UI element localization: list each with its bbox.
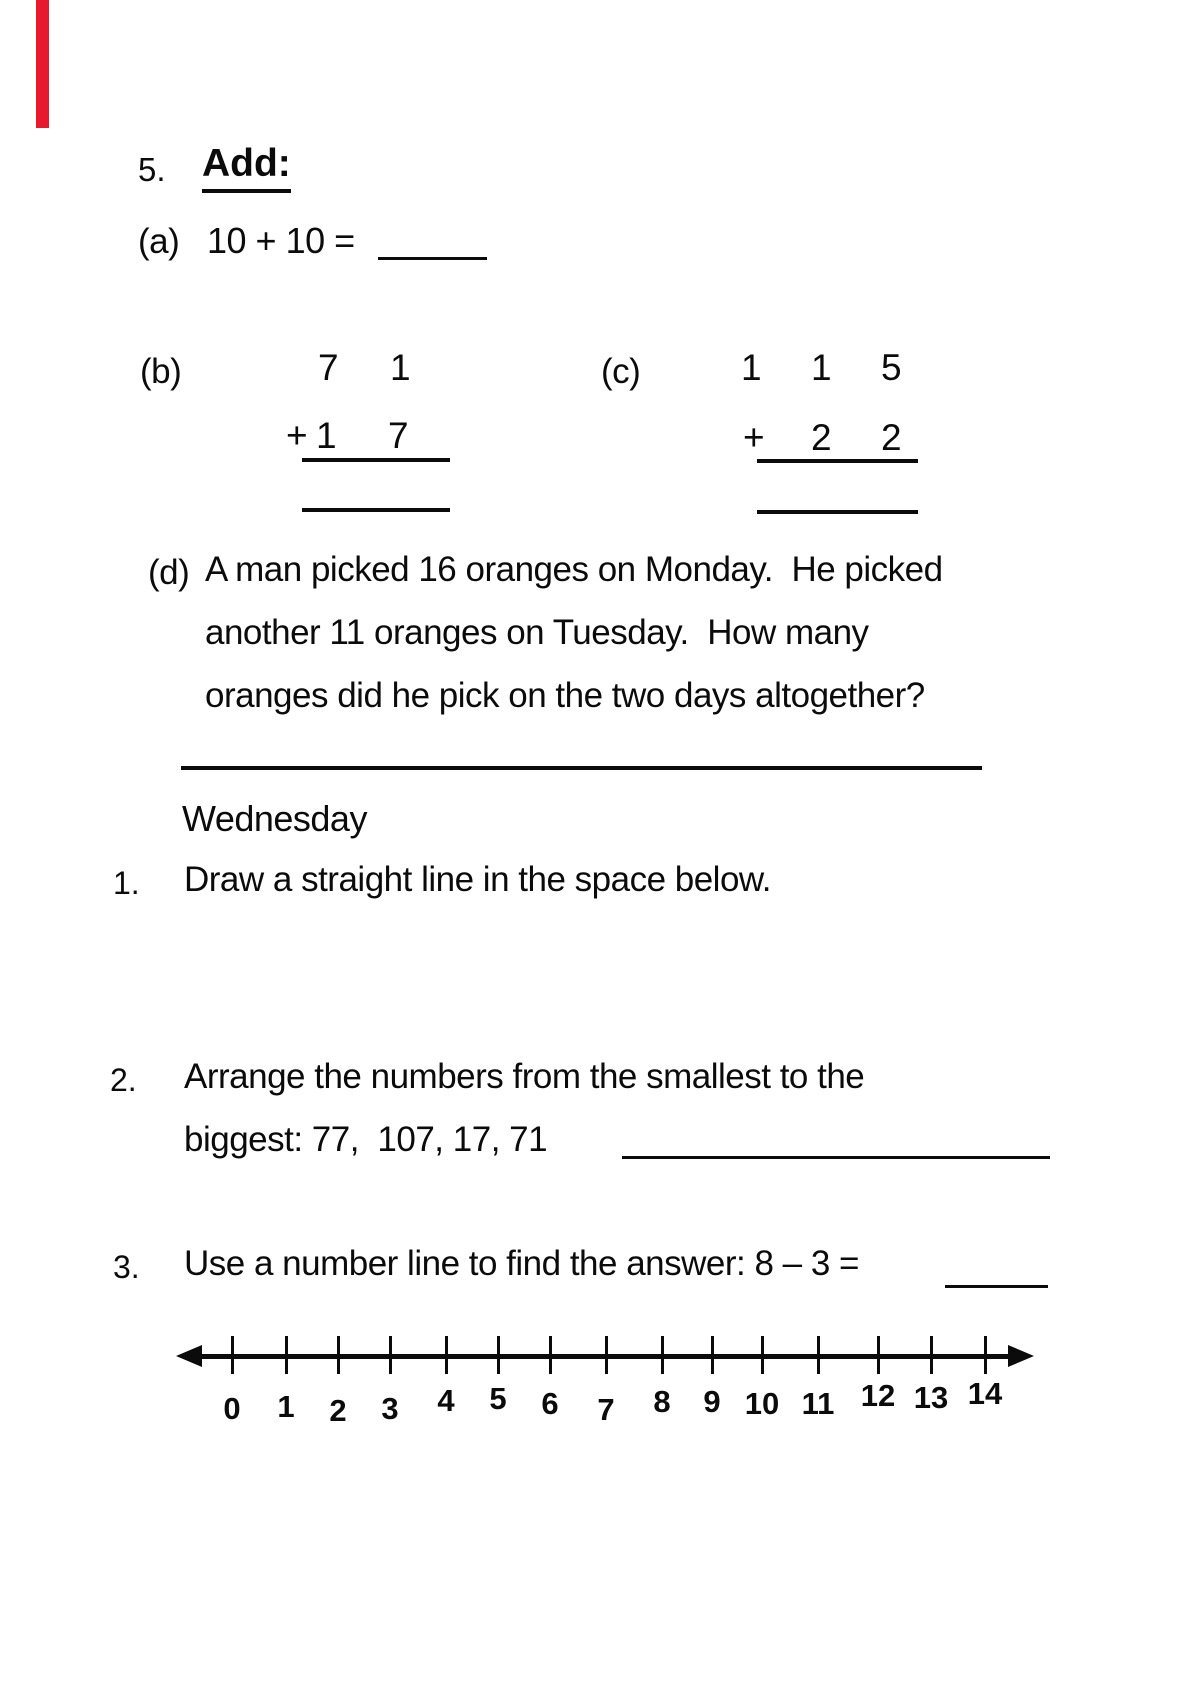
left-arrow-icon (176, 1345, 202, 1367)
part-c-addend1-digit: 1 (811, 347, 832, 388)
part-d-text-line: oranges did he pick on the two days altogether? (205, 676, 925, 715)
part-d-text-line: A man picked 16 oranges on Monday. He picked (205, 550, 943, 589)
numberline-label-7: 7 (597, 1392, 615, 1427)
numberline-tick-11 (817, 1336, 820, 1374)
red-margin-marker (36, 0, 49, 128)
part-c-addend1-digit: 1 (741, 347, 762, 388)
numberline-tick-4 (445, 1336, 448, 1374)
numberline-label-14: 14 (967, 1376, 1003, 1411)
part-d-text-line: another 11 oranges on Tuesday. How many (205, 613, 869, 652)
numberline-label-2: 2 (329, 1393, 347, 1428)
number-line-axis (190, 1354, 1018, 1359)
numberline-label-4: 4 (437, 1383, 455, 1418)
section-5-title: Add: (202, 143, 291, 193)
part-b-addend1-digit: 7 (318, 347, 339, 388)
numberline-tick-8 (661, 1336, 664, 1374)
numberline-tick-6 (549, 1336, 552, 1374)
plus-sign: + (286, 415, 308, 456)
part-b-addend1-digit: 1 (390, 347, 411, 388)
numberline-label-5: 5 (489, 1381, 507, 1416)
part-c-answer-line (757, 510, 918, 514)
part-b-addend2-digit: 1 (316, 415, 337, 456)
part-b-answer-line (302, 508, 450, 512)
numberline-label-10: 10 (744, 1386, 780, 1421)
question-3-answer-blank (945, 1285, 1048, 1288)
day-heading: Wednesday (182, 798, 367, 839)
part-b-label: (b) (140, 352, 182, 391)
numberline-label-13: 13 (913, 1380, 949, 1415)
numberline-tick-1 (285, 1336, 288, 1374)
numberline-label-9: 9 (703, 1384, 721, 1419)
numberline-label-1: 1 (277, 1389, 295, 1424)
numberline-tick-5 (497, 1336, 500, 1374)
question-1-text: Draw a straight line in the space below. (184, 860, 771, 899)
question-3-text: Use a number line to find the answer: 8 – 3 = (184, 1244, 859, 1283)
part-b-addend2-digit: 7 (388, 415, 409, 456)
part-d-answer-line (181, 766, 982, 770)
numberline-label-6: 6 (541, 1386, 559, 1421)
part-d-label: (d) (148, 553, 190, 592)
numberline-tick-7 (605, 1336, 608, 1374)
part-a-answer-blank (378, 257, 487, 260)
question-2-number: 2. (110, 1062, 137, 1098)
part-c-sum-line (757, 459, 918, 463)
part-a-label: (a) (138, 222, 180, 261)
part-c-addend2-digit: 2 (811, 417, 832, 458)
question-2-text-line: biggest: 77, 107, 17, 71 (184, 1120, 548, 1159)
plus-sign: + (743, 417, 765, 458)
numberline-tick-3 (389, 1336, 392, 1374)
right-arrow-icon (1008, 1345, 1034, 1367)
numberline-tick-9 (711, 1336, 714, 1374)
section-5-number: 5. (138, 151, 166, 188)
numberline-tick-13 (930, 1336, 933, 1374)
question-2-text-line: Arrange the numbers from the smallest to the (184, 1057, 865, 1096)
question-2-answer-blank (622, 1156, 1050, 1159)
numberline-tick-2 (337, 1336, 340, 1374)
numberline-tick-0 (231, 1336, 234, 1374)
part-b-sum-line (302, 458, 450, 462)
numberline-label-3: 3 (381, 1391, 399, 1426)
numberline-tick-12 (877, 1336, 880, 1374)
numberline-label-11: 11 (801, 1386, 835, 1421)
numberline-label-8: 8 (653, 1384, 671, 1419)
numberline-label-0: 0 (223, 1391, 241, 1426)
numberline-tick-10 (761, 1336, 764, 1374)
question-1-number: 1. (113, 865, 140, 901)
numberline-label-12: 12 (860, 1378, 896, 1413)
part-c-addend2-digit: 2 (881, 417, 902, 458)
part-c-label: (c) (601, 352, 641, 391)
part-c-addend1-digit: 5 (881, 347, 902, 388)
part-a-expression: 10 + 10 = (207, 220, 355, 261)
numberline-tick-14 (984, 1336, 987, 1374)
question-3-number: 3. (113, 1249, 140, 1285)
